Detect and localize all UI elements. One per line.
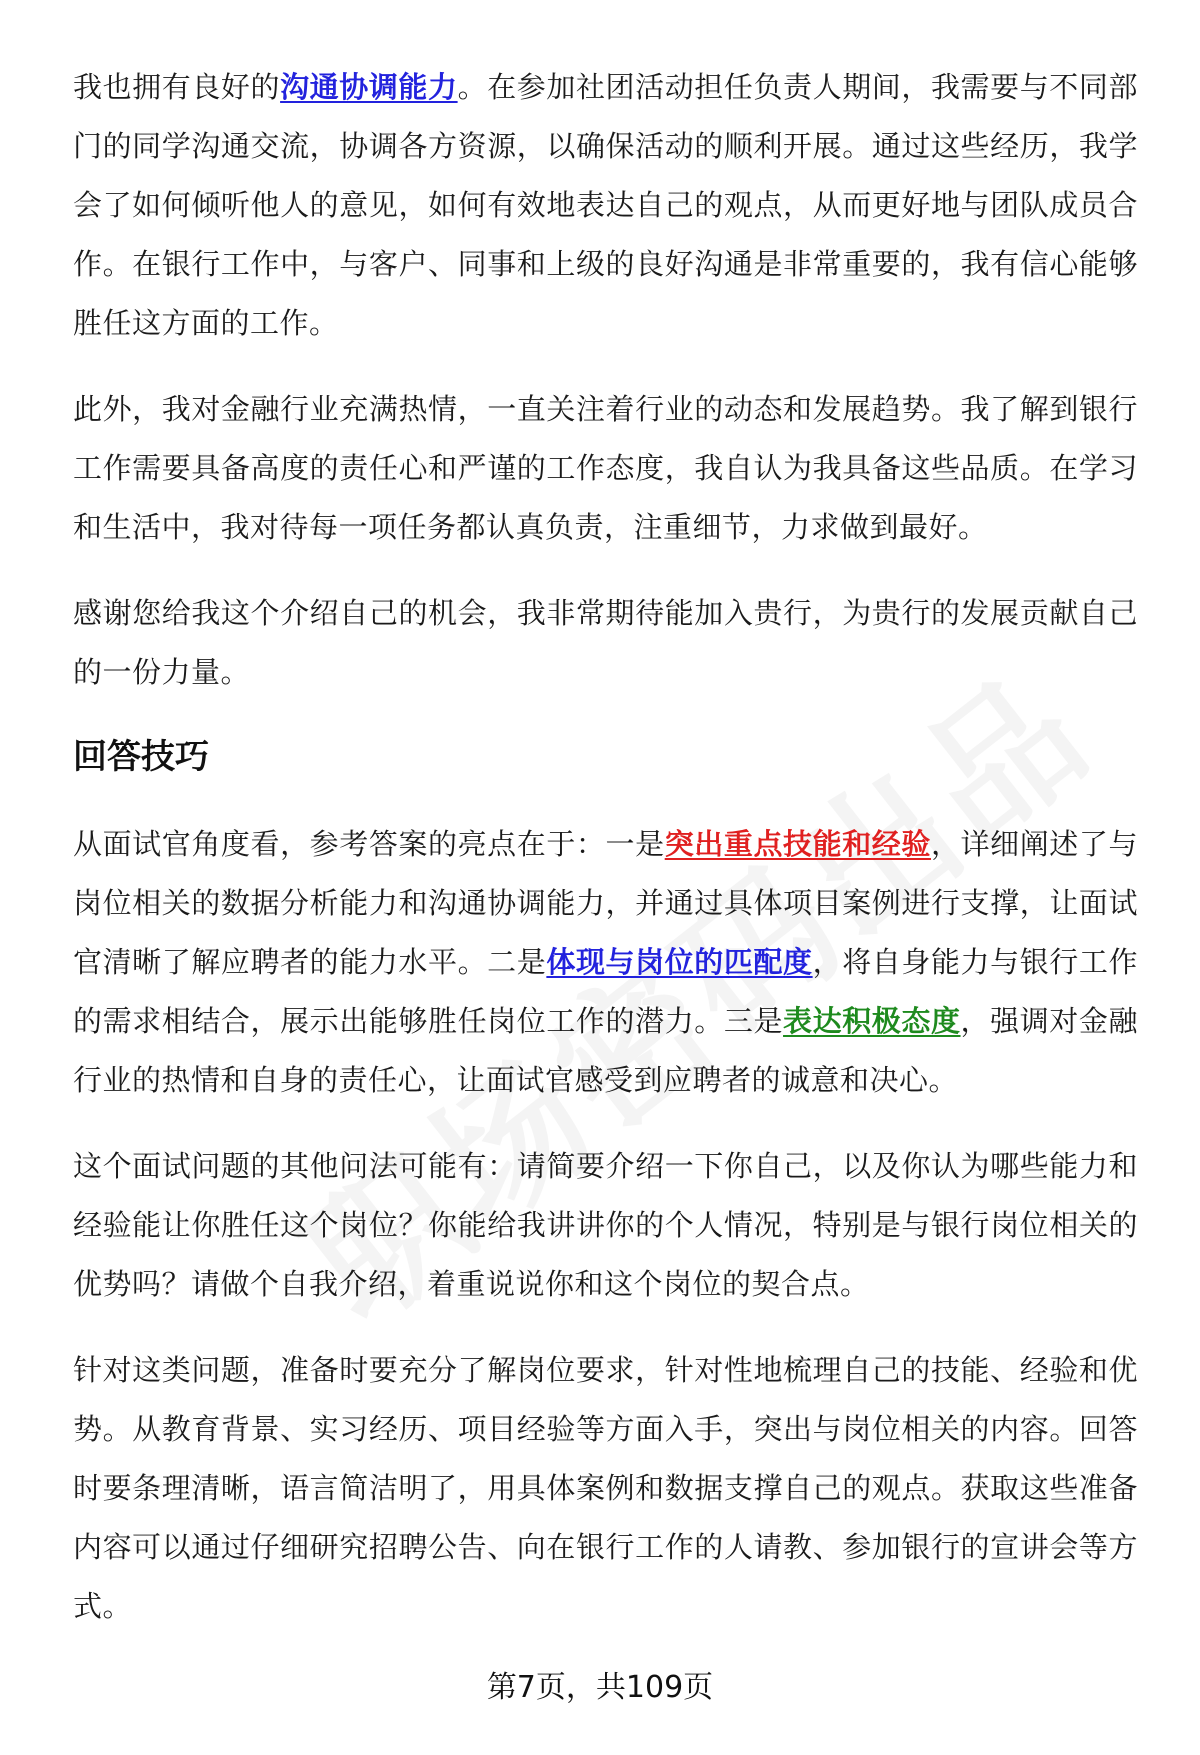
highlight-communication-skill: 沟通协调能力 <box>280 70 458 104</box>
text-segment: ，详细阐述了与岗位相关的数据分析能力和沟通协调能力，并通过具体项目案例进行支撑，让面试官清晰了解应聘者的能力水平。二是 <box>73 827 1138 979</box>
paragraph-communication <box>73 58 1138 353</box>
highlight-positive-attitude: 表达积极态度 <box>783 1004 961 1038</box>
paragraph-passion: 此外，我对金融行业充满热情，一直关注着行业的动态和发展趋势。我了解到银行工作需要具备高度的责任心和严谨的工作态度，我自认为我具备这些品质。在学习和生活中，我对待每一项任务都认真负责，注重细节，力求做到最好。 <box>73 392 1138 544</box>
page-number-footer: 第7页，共109页 <box>486 1670 714 1705</box>
text-segment: 我也拥有良好的 <box>73 70 281 104</box>
paragraph-alternative-questions: 这个面试问题的其他问法可能有：请简要介绍一下你自己，以及你认为哪些能力和经验能让你胜任这个岗位？你能给我讲讲你的个人情况，特别是与银行岗位相关的优势吗？请做个自我介绍，着重说说你和这个岗位的契合点。 <box>73 1149 1138 1301</box>
text-segment: ，将自身能力与银行工作的需求相结合，展示出能够胜任岗位工作的潜力。三是 <box>73 945 1138 1038</box>
text-segment: 从面试官角度看，参考答案的亮点在于：一是 <box>73 827 665 861</box>
paragraph-highlights <box>73 815 1138 1110</box>
paragraph-thanks: 感谢您给我这个介绍自己的机会，我非常期待能加入贵行，为贵行的发展贡献自己的一份力量。 <box>73 596 1138 689</box>
paragraph-preparation: 针对这类问题，准备时要充分了解岗位要求，针对性地梳理自己的技能、经验和优势。从教育背景、实习经历、项目经验等方面入手，突出与岗位相关的内容。回答时要条理清晰，语言简洁明了，用具体案例和数据支撑自己的观点。获取这些准备内容可以通过仔细研究招聘公告、向在银行工作的人请教、参加银行的宣讲会等方式。 <box>73 1353 1138 1623</box>
section-heading-answer-tips: 回答技巧 <box>73 737 209 777</box>
text-segment: ，强调对金融行业的热情和自身的责任心，让面试官感受到应聘者的诚意和决心。 <box>73 1004 1138 1097</box>
document-page <box>73 58 1138 1663</box>
highlight-job-match: 体现与岗位的匹配度 <box>546 945 813 979</box>
highlight-key-skills: 突出重点技能和经验 <box>664 827 931 861</box>
text-segment: 。在参加社团活动担任负责人期间，我需要与不同部门的同学沟通交流，协调各方资源，以确保活动的顺利开展。通过这些经历，我学会了如何倾听他人的意见，如何有效地表达自己的观点，从而更好地与团队成员合作。在银行工作中，与客户、同事和上级的良好沟通是非常重要的，我有信心能够胜任这方面的工作。 <box>73 70 1138 340</box>
